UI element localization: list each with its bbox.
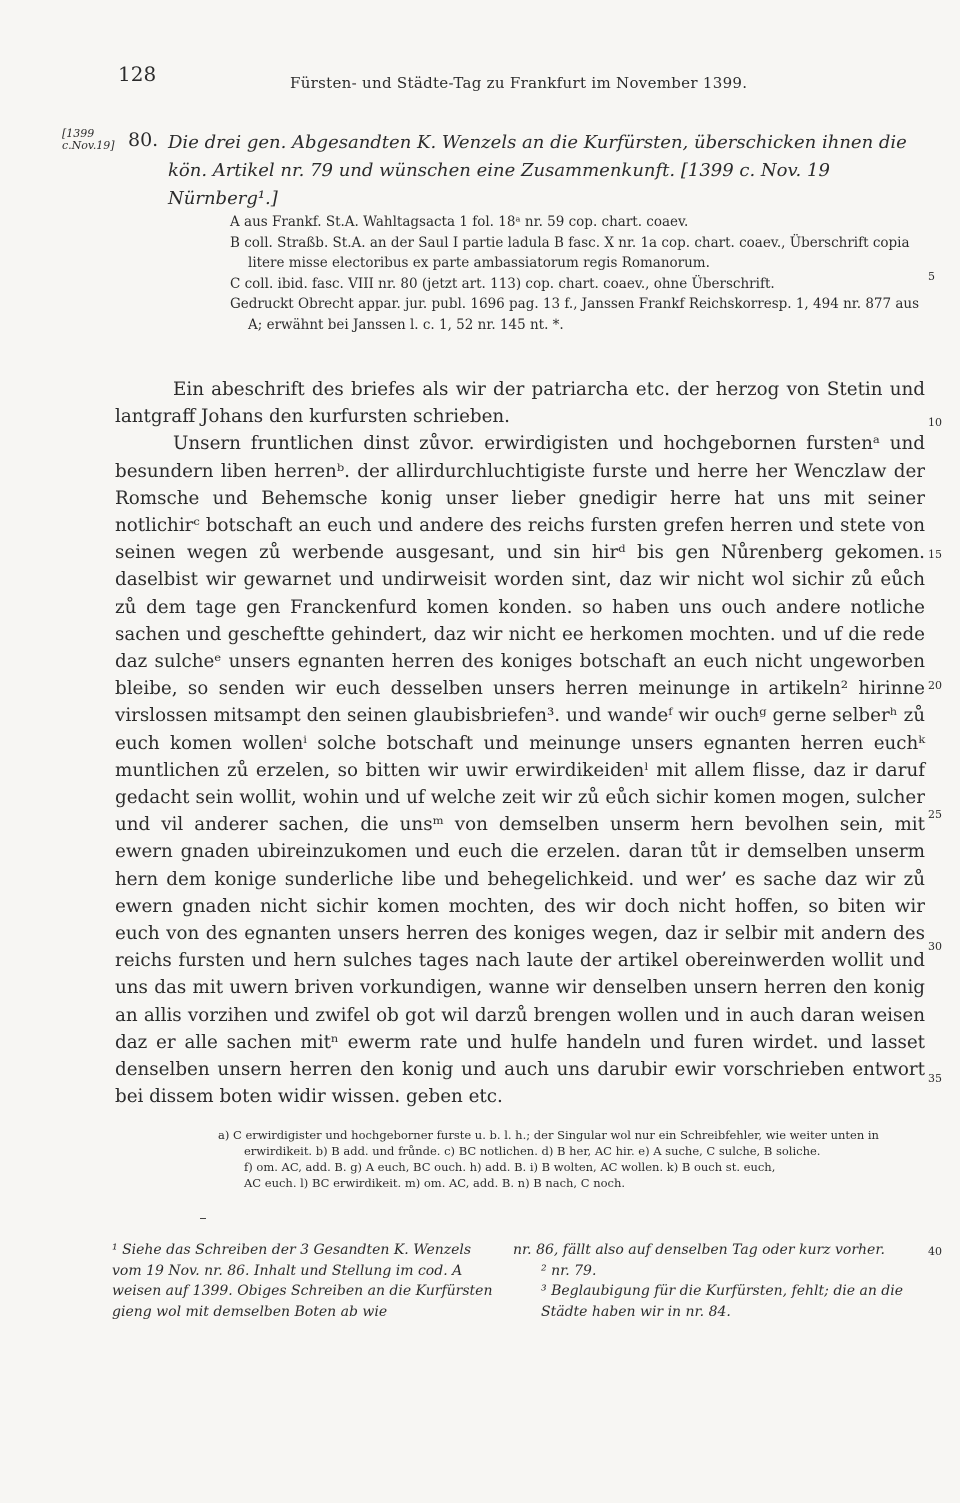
- letter-body: [115, 376, 925, 1110]
- footnote-divider: [200, 1218, 206, 1219]
- source-a: A aus Frankf. St.A. Wahltagsacta 1 fol. 18ᵃ nr. 59 cop. chart. coaev.: [230, 214, 689, 230]
- line-number: 30: [928, 940, 942, 953]
- apparatus-line: erwirdikeit. b) B add. und frůnde. c) BC notlichen. d) B her, AC hir. e) A suche, C sulche, B soliche.: [244, 1144, 821, 1158]
- margin-date: [62, 128, 115, 152]
- letter-heading: Ein abeschrift des briefes als wir der patriarcha etc. der herzog von Stetin und lantgraff Johans den kurfursten schrieben.: [115, 379, 925, 428]
- apparatus-line: AC euch. l) BC erwirdikeit. m) om. AC, add. B. n) B nach, C noch.: [244, 1176, 626, 1190]
- apparatus-line: f) om. AC, add. B. g) A euch, BC ouch. h) add. B. i) B wolten, AC wollen. k) B ouch st. euch,: [244, 1160, 776, 1174]
- document-title: [168, 129, 928, 213]
- footnote-1-continued: nr. 86, fällt also auf denselben Tag oder kurz vorher.: [513, 1242, 885, 1258]
- document-number: 80.: [128, 129, 159, 151]
- source-description: [230, 212, 930, 335]
- page-number: 128: [118, 62, 157, 86]
- source-c: C coll. ibid. fasc. VIII nr. 80 (jetzt art. 113) cop. chart. coaev., ohne Überschrift.: [230, 275, 775, 292]
- line-number: 10: [928, 416, 942, 429]
- title-line-2: kön. Artikel nr. 79 und wünschen eine Zusammenkunft. [1399 c. Nov. 19 Nürnberg¹.]: [168, 160, 830, 209]
- line-number: 5: [928, 270, 935, 283]
- source-b: B coll. Straßb. St.A. an der Saul I partie ladula B fasc. X nr. 1a cop. chart. coaev., Überschrift copia litere misse electoribus ex parte ambassiatorum regis Romanorum.: [230, 234, 910, 271]
- letter-text: Unsern fruntlichen dinst zůvor. erwirdigisten und hochgebornen furstenᵃ und besundern liben herrenᵇ. der allirdurchluchtigiste furste und herre her Wenczlaw der Romsche und Behemsche konig unser lieber gnedigir herre hat uns mit seiner notlichirᶜ botschaft an euch und andere des reichs fursten grefen herren und stete von seinen wegen zů werbende ausgesant, und sin hirᵈ bis gen Nůrenberg gekomen. daselbist wir gewarnet und undirweisit worden sint, daz wir nicht wol sichir zů eůch zů dem tage gen Franckenfurd komen konden. so haben uns ouch andere notliche sachen und gescheftte gehindert, daz wir nicht ee herkomen mochten. und uf die rede daz sulcheᵉ unsers egnanten herren des koniges botschaft an euch nicht ungeworben bleibe, so senden wir euch desselben unsers herren meinunge in artikeln² hirinne virslossen mitsampt den seinen glaubisbriefen³. und wandeᶠ wir ouchᵍ gerne selberʰ zů euch komen wollenⁱ solche botschaft und meinunge unsers egnanten herren euchᵏ muntlichen zů erzelen, so bitten wir uwir erwirdikeidenˡ mit allem flisse, daz ir daruf gedacht sein wollit, wohin und uf welche zeit wir zů eůch sichir komen mogen, sulcher und vil anderer sachen, die unsᵐ von demselben unserm hern bevolhen sein, mit ewern gnaden ubireinzukomen und euch die erzelen. daran tůt ir demselben unserm hern dem konige sunderliche libe und behegelichkeid. und wer’ es sache daz wir zů ewern gnaden nicht sichir komen mochten, des wir doch nicht hoffen, so biten wir euch von des egnanten unsers herren des koniges wegen, daz ir selbir mit andern des reichs fursten und hern sulches tages nach laute der artikel obereinwerden wollit und uns das mit uwern briven vorkundigen, wanne wir denselben unsern herren den konig an allis vorzihen und zwifel ob got wil darzů brengen wollen und in auch daran weisen daz er alle sachen mitⁿ ewerm rate und hulfe handeln und furen wirdet. und lasset denselben unsern herren den konig und auch uns darubir ewir vorschrieben entwort bei dissem boten widir wissen. geben etc.: [115, 433, 925, 1108]
- footnote-2: ² nr. 79.: [541, 1262, 597, 1279]
- margin-date-day: c.Nov.19]: [62, 139, 115, 152]
- running-title: Fürsten- und Städte-Tag zu Frankfurt im November 1399.: [290, 74, 748, 92]
- line-number: 15: [928, 548, 942, 561]
- footnotes-right-column: [513, 1240, 921, 1322]
- critical-apparatus: [218, 1127, 928, 1191]
- footnote-1: ¹ Siehe das Schreiben der 3 Gesandten K. Wenzels vom 19 Nov. nr. 86. Inhalt und Stellung im cod. A weisen auf 1399. Obiges Schreiben an die Kurfürsten gieng wol mit demselben Boten ab wie: [112, 1242, 493, 1320]
- line-number: 35: [928, 1072, 942, 1085]
- line-number: 20: [928, 679, 942, 692]
- title-line-1: Die drei gen. Abgesandten K. Wenzels an die Kurfürsten, überschicken ihnen die: [168, 132, 907, 153]
- footnotes-left-column: [112, 1240, 504, 1322]
- line-number: 40: [928, 1245, 942, 1258]
- margin-date-year: [1399: [62, 127, 95, 140]
- apparatus-line: a) C erwirdigister und hochgeborner furste u. b. l. h.; der Singular wol nur ein Schreibfehler, wie weiter unten in: [218, 1128, 879, 1142]
- source-printed: Gedruckt Obrecht appar. jur. publ. 1696 pag. 13 f., Janssen Frankf Reichskorresp. 1, 494 nr. 877 aus A; erwähnt bei Janssen l. c. 1, 52 nr. 145 nt. *.: [230, 296, 920, 333]
- footnote-3: ³ Beglaubigung für die Kurfürsten, fehlt; die an die Städte haben wir in nr. 84.: [541, 1283, 904, 1320]
- line-number: 25: [928, 808, 942, 821]
